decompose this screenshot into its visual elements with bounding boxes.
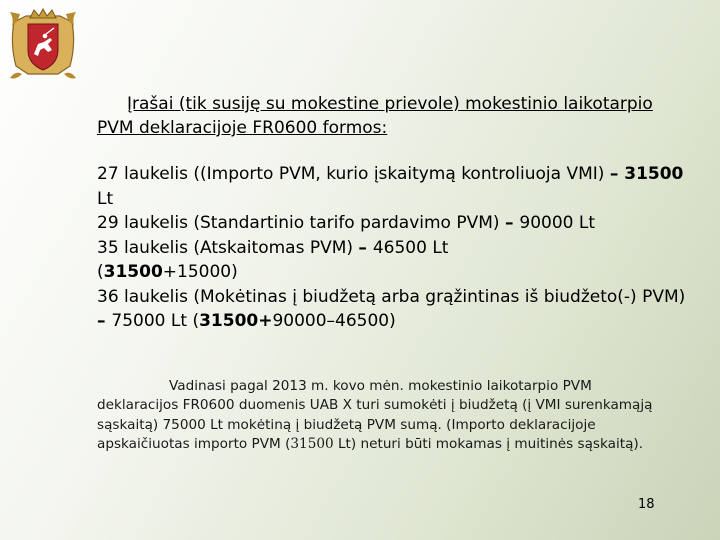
vytis-icon	[8, 8, 78, 80]
conclusion-note: Vadinasi pagal 2013 m. kovo mėn. mokestinio laikotarpio PVM deklaracijos FR0600 duomenis UAB X turi sumokėti į biudžetą (į VMI surenkamąją sąskaitą) 75000 Lt mokėtiną į biudžetą PVM sumą. (Importo deklaracijoje apskaičiuotas importo PVM (31500 Lt) neturi būti mokamas į muitinės sąskaitą).	[97, 378, 653, 452]
page-number: 18	[638, 497, 655, 512]
coat-of-arms-emblem	[8, 8, 78, 80]
field-36: 36 laukelis (Mokėtinas į biudžetą arba grąžintinas iš biudžeto(-) PVM) – 75000 Lt (31500+90000–46500)	[97, 286, 686, 331]
field-29: 29 laukelis (Standartinio tarifo pardavimo PVM) – 90000 Lt	[97, 213, 595, 233]
declaration-fields-list	[97, 162, 687, 334]
field-27: 27 laukelis ((Importo PVM, kurio įskaitymą kontroliuoja VMI) – 31500 Lt	[97, 164, 684, 209]
field-35-breakdown: (31500+15000)	[97, 262, 238, 282]
field-35: 35 laukelis (Atskaitomas PVM) – 46500 Lt	[97, 237, 449, 258]
section-heading: Įrašai (tik susiję su mokestine prievole) mokestinio laikotarpio PVM deklaracijoje FR0600 formos:	[97, 94, 653, 138]
